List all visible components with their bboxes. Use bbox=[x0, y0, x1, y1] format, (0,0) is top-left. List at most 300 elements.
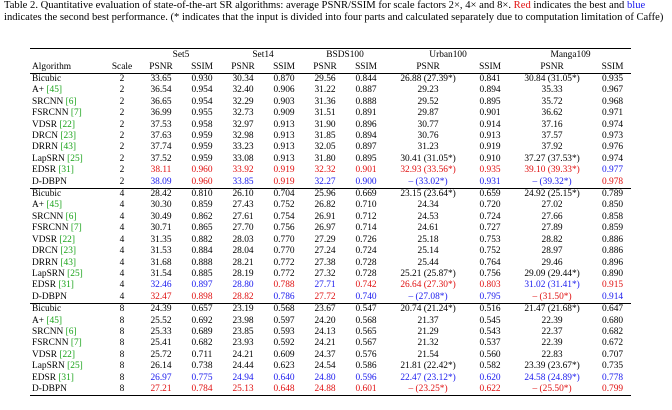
psnr-cell: 29.46 bbox=[541, 257, 563, 268]
table-row bbox=[30, 85, 631, 96]
ssim-cell: 0.568 bbox=[355, 315, 377, 326]
column-header-row bbox=[30, 61, 631, 74]
ssim-cell: 0.958 bbox=[191, 119, 213, 130]
scale-cell: 8 bbox=[119, 315, 125, 326]
psnr-cell: – (39.32*) bbox=[532, 176, 572, 187]
psnr-cell: – (31.50*) bbox=[532, 291, 572, 302]
algorithm-cell bbox=[30, 384, 104, 396]
ssim-cell: 0.968 bbox=[602, 96, 624, 107]
ssim-cell: 0.592 bbox=[273, 338, 295, 349]
ssim-cell: 0.593 bbox=[273, 326, 295, 337]
psnr-cell: 28.19 bbox=[232, 268, 254, 279]
ssim-cell: 0.795 bbox=[479, 291, 501, 302]
citation-link[interactable]: [23] bbox=[60, 246, 77, 257]
col-header-ssim: SSIM bbox=[346, 61, 386, 74]
psnr-cell: 21.81 (22.42*) bbox=[400, 361, 456, 372]
table-caption bbox=[4, 0, 668, 24]
psnr-cell: 31.35 bbox=[150, 234, 172, 245]
psnr-cell: – (23.25*) bbox=[386, 384, 470, 396]
ssim-cell: 0.596 bbox=[355, 372, 377, 383]
ssim-cell: 0.895 bbox=[479, 96, 501, 107]
algorithm-name: Bicubic bbox=[32, 189, 62, 200]
ssim-cell: 0.707 bbox=[602, 349, 624, 360]
citation-link[interactable]: [43] bbox=[60, 142, 77, 153]
ssim-cell: 0.901 bbox=[479, 108, 501, 119]
psnr-cell: 24.58 (24.89*) bbox=[524, 372, 580, 383]
algorithm-cell bbox=[30, 280, 104, 291]
ssim-cell: 0.954 bbox=[191, 96, 213, 107]
ssim-cell: 0.714 bbox=[355, 223, 377, 234]
table-row bbox=[30, 177, 631, 189]
algorithm-cell bbox=[30, 142, 104, 153]
algorithm-name: EDSR bbox=[32, 280, 56, 291]
psnr-cell: 33.23 bbox=[232, 142, 254, 153]
ssim-cell: 0.710 bbox=[355, 200, 377, 211]
ssim-cell: 0.669 bbox=[346, 189, 386, 201]
algorithm-name: EDSR bbox=[32, 165, 56, 176]
psnr-cell: 28.03 bbox=[232, 234, 254, 245]
ssim-cell: 0.913 bbox=[479, 131, 501, 142]
algorithm-cell bbox=[30, 165, 104, 176]
psnr-cell: 22.83 bbox=[541, 349, 563, 360]
ssim-cell: 0.976 bbox=[602, 142, 624, 153]
psnr-cell: 24.88 bbox=[304, 384, 346, 396]
ssim-cell: 0.810 bbox=[182, 189, 222, 201]
scale-cell: 8 bbox=[119, 361, 125, 372]
psnr-cell: 24.13 bbox=[314, 326, 336, 337]
psnr-cell: 24.39 bbox=[140, 304, 182, 316]
ssim-cell: 0.601 bbox=[346, 384, 386, 396]
psnr-cell: 36.65 bbox=[150, 96, 172, 107]
ssim-cell: 0.977 bbox=[602, 165, 624, 176]
ssim-cell: 0.910 bbox=[479, 153, 501, 164]
ssim-cell: 0.799 bbox=[594, 384, 631, 396]
algorithm-name: DRCN bbox=[32, 246, 59, 257]
ssim-cell: 0.640 bbox=[273, 372, 295, 383]
scale-cell: 2 bbox=[119, 131, 125, 142]
algorithm-name: DRRN bbox=[32, 257, 59, 268]
scale-cell: 4 bbox=[119, 291, 125, 302]
psnr-cell: 23.15 (23.64*) bbox=[386, 189, 470, 201]
citation-link[interactable]: [45] bbox=[46, 315, 63, 326]
table-body bbox=[30, 74, 631, 396]
ssim-cell: 0.711 bbox=[191, 349, 213, 360]
scale-cell: 2 bbox=[119, 96, 125, 107]
scale-cell: 4 bbox=[119, 280, 125, 291]
ssim-cell: 0.609 bbox=[273, 349, 295, 360]
col-header-algorithm: Algorithm bbox=[30, 61, 104, 74]
psnr-cell: 31.80 bbox=[314, 153, 336, 164]
ssim-cell: 0.919 bbox=[273, 165, 295, 176]
scale-cell: 4 bbox=[119, 200, 125, 211]
citation-link[interactable]: [7] bbox=[70, 108, 82, 119]
ssim-cell: 0.712 bbox=[355, 211, 377, 222]
algorithm-name: FSRCNN bbox=[32, 338, 69, 349]
psnr-cell: 31.85 bbox=[314, 131, 336, 142]
algorithm-name: D-DBPN bbox=[32, 383, 67, 394]
ssim-cell: 0.909 bbox=[273, 108, 295, 119]
table-row bbox=[30, 246, 631, 257]
psnr-cell: 24.94 bbox=[232, 372, 254, 383]
table-row bbox=[30, 258, 631, 269]
ssim-cell: 0.913 bbox=[273, 142, 295, 153]
table-row bbox=[30, 74, 631, 86]
psnr-cell: 26.64 (27.30*) bbox=[400, 280, 456, 291]
psnr-cell: 33.85 bbox=[232, 176, 254, 187]
ssim-cell: 0.896 bbox=[355, 119, 377, 130]
caption-text-2: indicates the best and bbox=[530, 0, 627, 11]
ssim-cell: 0.914 bbox=[479, 119, 501, 130]
psnr-cell: 24.20 bbox=[314, 315, 336, 326]
psnr-cell: 28.97 bbox=[541, 246, 563, 257]
ssim-cell: 0.770 bbox=[273, 246, 295, 257]
algorithm-cell bbox=[30, 108, 104, 119]
psnr-cell: 39.10 (39.33*) bbox=[524, 165, 580, 176]
algorithm-name: FSRCNN bbox=[32, 108, 69, 119]
ssim-cell: 0.648 bbox=[264, 384, 304, 396]
table-row bbox=[30, 350, 631, 361]
ssim-cell: 0.789 bbox=[594, 189, 631, 201]
algorithm-cell bbox=[30, 154, 104, 165]
psnr-cell: 25.14 bbox=[417, 246, 439, 257]
psnr-cell: 24.34 bbox=[417, 200, 439, 211]
ssim-cell: 0.537 bbox=[479, 338, 501, 349]
psnr-cell: 32.29 bbox=[232, 96, 254, 107]
ssim-cell: 0.859 bbox=[602, 223, 624, 234]
psnr-cell: 23.19 bbox=[222, 304, 264, 316]
ssim-cell: 0.682 bbox=[602, 326, 624, 337]
ssim-cell: 0.971 bbox=[602, 108, 624, 119]
ssim-cell: 0.931 bbox=[479, 176, 501, 187]
ssim-cell: 0.778 bbox=[602, 372, 624, 383]
ssim-cell: 0.914 bbox=[602, 291, 624, 302]
algorithm-cell bbox=[30, 74, 104, 86]
psnr-cell: 27.32 bbox=[314, 268, 336, 279]
ssim-cell: 0.754 bbox=[273, 211, 295, 222]
citation-link[interactable]: [22] bbox=[59, 349, 75, 360]
psnr-cell: 31.02 (31.41*) bbox=[524, 280, 580, 291]
citation-link[interactable]: [31] bbox=[58, 372, 74, 383]
psnr-cell: 32.97 bbox=[232, 119, 254, 130]
table-row bbox=[30, 235, 631, 246]
psnr-cell: 37.74 bbox=[150, 142, 172, 153]
ssim-cell: 0.898 bbox=[191, 291, 213, 302]
ssim-cell: 0.978 bbox=[602, 176, 624, 187]
psnr-cell: 30.34 bbox=[232, 74, 254, 84]
dataset-header-urban100: Urban100 bbox=[386, 49, 510, 62]
col-header-psnr: PSNR bbox=[304, 61, 346, 74]
algorithm-cell bbox=[30, 269, 104, 280]
ssim-cell: 0.567 bbox=[355, 338, 377, 349]
table-row bbox=[30, 304, 631, 316]
citation-link[interactable]: [31] bbox=[58, 280, 74, 291]
citation-link[interactable]: [25] bbox=[67, 153, 83, 164]
ssim-cell: 0.884 bbox=[191, 246, 213, 257]
col-header-psnr: PSNR bbox=[222, 61, 264, 74]
algorithm-cell bbox=[30, 373, 104, 384]
algorithm-name: Bicubic bbox=[32, 304, 62, 315]
algorithm-cell bbox=[30, 258, 104, 269]
psnr-cell: 32.05 bbox=[314, 142, 336, 153]
psnr-cell: 23.98 bbox=[232, 315, 254, 326]
psnr-cell: 24.54 bbox=[314, 361, 336, 372]
scale-cell: 2 bbox=[119, 108, 125, 119]
psnr-cell: – (25.50*) bbox=[510, 384, 594, 396]
scale-cell: 2 bbox=[119, 85, 125, 96]
psnr-cell: 32.40 bbox=[232, 85, 254, 96]
psnr-cell: 31.68 bbox=[150, 257, 172, 268]
psnr-cell: 30.30 bbox=[150, 200, 172, 211]
table-row bbox=[30, 200, 631, 211]
algorithm-cell bbox=[30, 223, 104, 234]
ssim-cell: 0.913 bbox=[273, 119, 295, 130]
psnr-cell: 32.27 bbox=[314, 176, 336, 187]
citation-link[interactable]: [7] bbox=[70, 223, 82, 234]
psnr-cell: 24.92 (25.15*) bbox=[510, 189, 594, 201]
dataset-header-set14: Set14 bbox=[222, 49, 304, 62]
caption-text-3: indicates the second best performance. (* indicates that the input is divided into four parts and calculated separately due to computation limitation of Caffe) bbox=[4, 12, 664, 23]
table-row bbox=[30, 212, 631, 223]
ssim-cell: 0.913 bbox=[273, 153, 295, 164]
citation-link[interactable]: [45] bbox=[46, 85, 63, 96]
psnr-cell: 27.02 bbox=[541, 200, 563, 211]
ssim-cell: 0.890 bbox=[602, 268, 624, 279]
ssim-cell: 0.930 bbox=[191, 74, 213, 84]
ssim-cell: 0.858 bbox=[602, 211, 624, 222]
ssim-cell: 0.850 bbox=[602, 200, 624, 211]
scale-cell: 4 bbox=[119, 223, 125, 234]
algorithm-name: VDSR bbox=[32, 349, 58, 360]
ssim-cell: 0.692 bbox=[191, 315, 213, 326]
psnr-cell: 22.47 (23.12*) bbox=[400, 372, 456, 383]
ssim-cell: 0.672 bbox=[602, 338, 624, 349]
ssim-cell: 0.897 bbox=[191, 280, 213, 291]
dataset-header-set5: Set5 bbox=[140, 49, 222, 62]
ssim-cell: 0.788 bbox=[273, 280, 295, 291]
ssim-cell: 0.545 bbox=[479, 315, 501, 326]
col-header-psnr: PSNR bbox=[510, 61, 594, 74]
psnr-cell: 29.52 bbox=[417, 96, 439, 107]
psnr-cell: 28.82 bbox=[541, 234, 563, 245]
ssim-cell: 0.727 bbox=[479, 223, 501, 234]
psnr-cell: 25.13 bbox=[222, 384, 264, 396]
scale-cell: 4 bbox=[119, 246, 125, 257]
psnr-cell: 28.82 bbox=[232, 291, 254, 302]
algorithm-name: A+ bbox=[32, 85, 45, 96]
psnr-cell: 27.61 bbox=[232, 211, 254, 222]
citation-link[interactable]: [6] bbox=[65, 326, 77, 337]
ssim-cell: 0.728 bbox=[355, 257, 377, 268]
col-header-psnr: PSNR bbox=[140, 61, 182, 74]
ssim-cell: 0.752 bbox=[479, 246, 501, 257]
ssim-cell: 0.576 bbox=[355, 349, 377, 360]
header-spacer bbox=[104, 49, 140, 62]
ssim-cell: 0.547 bbox=[346, 304, 386, 316]
ssim-cell: 0.865 bbox=[191, 223, 213, 234]
ssim-cell: 0.894 bbox=[355, 131, 377, 142]
ssim-cell: 0.895 bbox=[355, 153, 377, 164]
algorithm-name: SRCNN bbox=[32, 96, 64, 107]
ssim-cell: 0.886 bbox=[602, 234, 624, 245]
table-row bbox=[30, 361, 631, 372]
psnr-cell: 21.37 bbox=[417, 315, 439, 326]
ssim-cell: 0.959 bbox=[191, 153, 213, 164]
ssim-cell: 0.772 bbox=[273, 268, 295, 279]
psnr-cell: 25.52 bbox=[150, 315, 172, 326]
ssim-cell: 0.720 bbox=[479, 200, 501, 211]
psnr-cell: 29.87 bbox=[417, 108, 439, 119]
algorithm-cell bbox=[30, 85, 104, 96]
algorithm-cell bbox=[30, 189, 104, 201]
psnr-cell: 25.41 bbox=[150, 338, 172, 349]
scale-cell: 2 bbox=[119, 153, 125, 164]
citation-link[interactable]: [43] bbox=[60, 257, 77, 268]
psnr-cell: 33.92 bbox=[232, 165, 254, 176]
ssim-cell: 0.726 bbox=[355, 234, 377, 245]
psnr-cell: 30.76 bbox=[417, 131, 439, 142]
algorithm-cell bbox=[30, 212, 104, 223]
psnr-cell: 27.21 bbox=[140, 384, 182, 396]
table-row bbox=[30, 327, 631, 338]
ssim-cell: 0.516 bbox=[470, 304, 510, 316]
algorithm-name: SRCNN bbox=[32, 326, 64, 337]
psnr-cell: 23.39 (23.67*) bbox=[524, 361, 580, 372]
ssim-cell: 0.896 bbox=[602, 257, 624, 268]
psnr-cell: 27.89 bbox=[541, 223, 563, 234]
algorithm-cell bbox=[30, 361, 104, 372]
citation-link[interactable]: [6] bbox=[65, 211, 77, 222]
ssim-cell: 0.582 bbox=[479, 361, 501, 372]
psnr-cell: 21.32 bbox=[417, 338, 439, 349]
psnr-cell: 31.22 bbox=[314, 85, 336, 96]
algorithm-cell bbox=[30, 177, 104, 189]
citation-link[interactable]: [22] bbox=[59, 234, 75, 245]
citation-link[interactable]: [22] bbox=[59, 119, 75, 130]
psnr-cell: 20.74 (21.24*) bbox=[386, 304, 470, 316]
table-row bbox=[30, 97, 631, 108]
psnr-cell: 33.65 bbox=[150, 74, 172, 84]
ssim-cell: 0.886 bbox=[602, 246, 624, 257]
psnr-cell: 27.24 bbox=[314, 246, 336, 257]
ssim-cell: 0.935 bbox=[479, 165, 501, 176]
col-header-psnr: PSNR bbox=[386, 61, 470, 74]
scale-cell: 8 bbox=[104, 384, 140, 396]
citation-link[interactable]: [6] bbox=[65, 96, 77, 107]
ssim-cell: 0.647 bbox=[594, 304, 631, 316]
ssim-cell: 0.623 bbox=[273, 361, 295, 372]
psnr-cell: 37.27 (37.53*) bbox=[524, 153, 580, 164]
psnr-cell: 36.54 bbox=[150, 85, 172, 96]
citation-link[interactable]: [23] bbox=[60, 131, 77, 142]
scale-cell: 8 bbox=[104, 304, 140, 316]
algorithm-name: LapSRN bbox=[32, 268, 65, 279]
psnr-cell: 32.32 bbox=[314, 165, 336, 176]
table-row bbox=[30, 292, 631, 304]
scale-cell: 4 bbox=[104, 189, 140, 201]
ssim-cell: 0.775 bbox=[191, 372, 213, 383]
algorithm-name: A+ bbox=[32, 200, 45, 211]
psnr-cell: 28.21 bbox=[232, 257, 254, 268]
algorithm-cell bbox=[30, 235, 104, 246]
psnr-cell: 35.72 bbox=[541, 96, 563, 107]
table-row bbox=[30, 280, 631, 291]
ssim-cell: 0.568 bbox=[264, 304, 304, 316]
psnr-cell: 26.14 bbox=[150, 361, 172, 372]
ssim-cell: 0.901 bbox=[355, 165, 377, 176]
scale-cell: 8 bbox=[119, 326, 125, 337]
ssim-cell: 0.738 bbox=[191, 361, 213, 372]
scale-cell: 8 bbox=[119, 338, 125, 349]
algorithm-cell bbox=[30, 327, 104, 338]
ssim-cell: 0.735 bbox=[602, 361, 624, 372]
psnr-cell: 21.47 (21.68*) bbox=[510, 304, 594, 316]
col-header-ssim: SSIM bbox=[182, 61, 222, 74]
citation-link[interactable]: [25] bbox=[67, 361, 83, 372]
algorithm-name: LapSRN bbox=[32, 361, 65, 372]
ssim-cell: 0.906 bbox=[273, 85, 295, 96]
citation-link[interactable]: [45] bbox=[46, 200, 63, 211]
citation-link[interactable]: [31] bbox=[58, 165, 74, 176]
results-table bbox=[30, 48, 631, 396]
ssim-cell: 0.859 bbox=[191, 200, 213, 211]
algorithm-name: A+ bbox=[32, 315, 45, 326]
algorithm-cell bbox=[30, 200, 104, 211]
ssim-cell: 0.742 bbox=[355, 280, 377, 291]
col-header-scale: Scale bbox=[104, 61, 140, 74]
psnr-cell: 25.21 (25.87*) bbox=[400, 268, 456, 279]
psnr-cell: 31.54 bbox=[150, 268, 172, 279]
algorithm-name: VDSR bbox=[32, 234, 58, 245]
psnr-cell: 30.84 (31.05*) bbox=[524, 74, 580, 84]
ssim-cell: 0.894 bbox=[479, 85, 501, 96]
psnr-cell: 30.71 bbox=[150, 223, 172, 234]
ssim-cell: 0.870 bbox=[273, 74, 295, 84]
ssim-cell: 0.724 bbox=[355, 246, 377, 257]
ssim-cell: 0.897 bbox=[355, 142, 377, 153]
algorithm-name: EDSR bbox=[32, 372, 56, 383]
psnr-cell: 36.99 bbox=[150, 108, 172, 119]
table-row bbox=[30, 373, 631, 384]
psnr-cell: 25.44 bbox=[417, 257, 439, 268]
psnr-cell: – (27.08*) bbox=[408, 291, 448, 302]
scale-cell: 2 bbox=[119, 165, 125, 176]
psnr-cell: 23.67 bbox=[304, 304, 346, 316]
col-header-ssim: SSIM bbox=[264, 61, 304, 74]
psnr-cell: 23.85 bbox=[232, 326, 254, 337]
psnr-cell: 24.80 bbox=[314, 372, 336, 383]
ssim-cell: 0.887 bbox=[355, 85, 377, 96]
psnr-cell: 31.23 bbox=[417, 142, 439, 153]
ssim-cell: 0.913 bbox=[273, 131, 295, 142]
citation-link[interactable]: [7] bbox=[70, 338, 82, 349]
psnr-cell: 24.44 bbox=[232, 361, 254, 372]
ssim-cell: 0.955 bbox=[191, 108, 213, 119]
ssim-cell: 0.960 bbox=[191, 176, 213, 187]
ssim-cell: 0.888 bbox=[191, 257, 213, 268]
psnr-cell: 25.18 bbox=[417, 234, 439, 245]
dataset-header-row bbox=[30, 49, 631, 62]
psnr-cell: 26.97 bbox=[150, 372, 172, 383]
scale-cell: 2 bbox=[119, 119, 125, 130]
psnr-cell: 32.47 bbox=[150, 291, 172, 302]
ssim-cell: 0.786 bbox=[273, 291, 295, 302]
psnr-cell: 22.37 bbox=[541, 326, 563, 337]
psnr-cell: 22.39 bbox=[541, 315, 563, 326]
table-row bbox=[30, 131, 631, 142]
citation-link[interactable]: [25] bbox=[67, 268, 83, 279]
ssim-cell: 0.704 bbox=[264, 189, 304, 201]
psnr-cell: 26.82 bbox=[314, 200, 336, 211]
